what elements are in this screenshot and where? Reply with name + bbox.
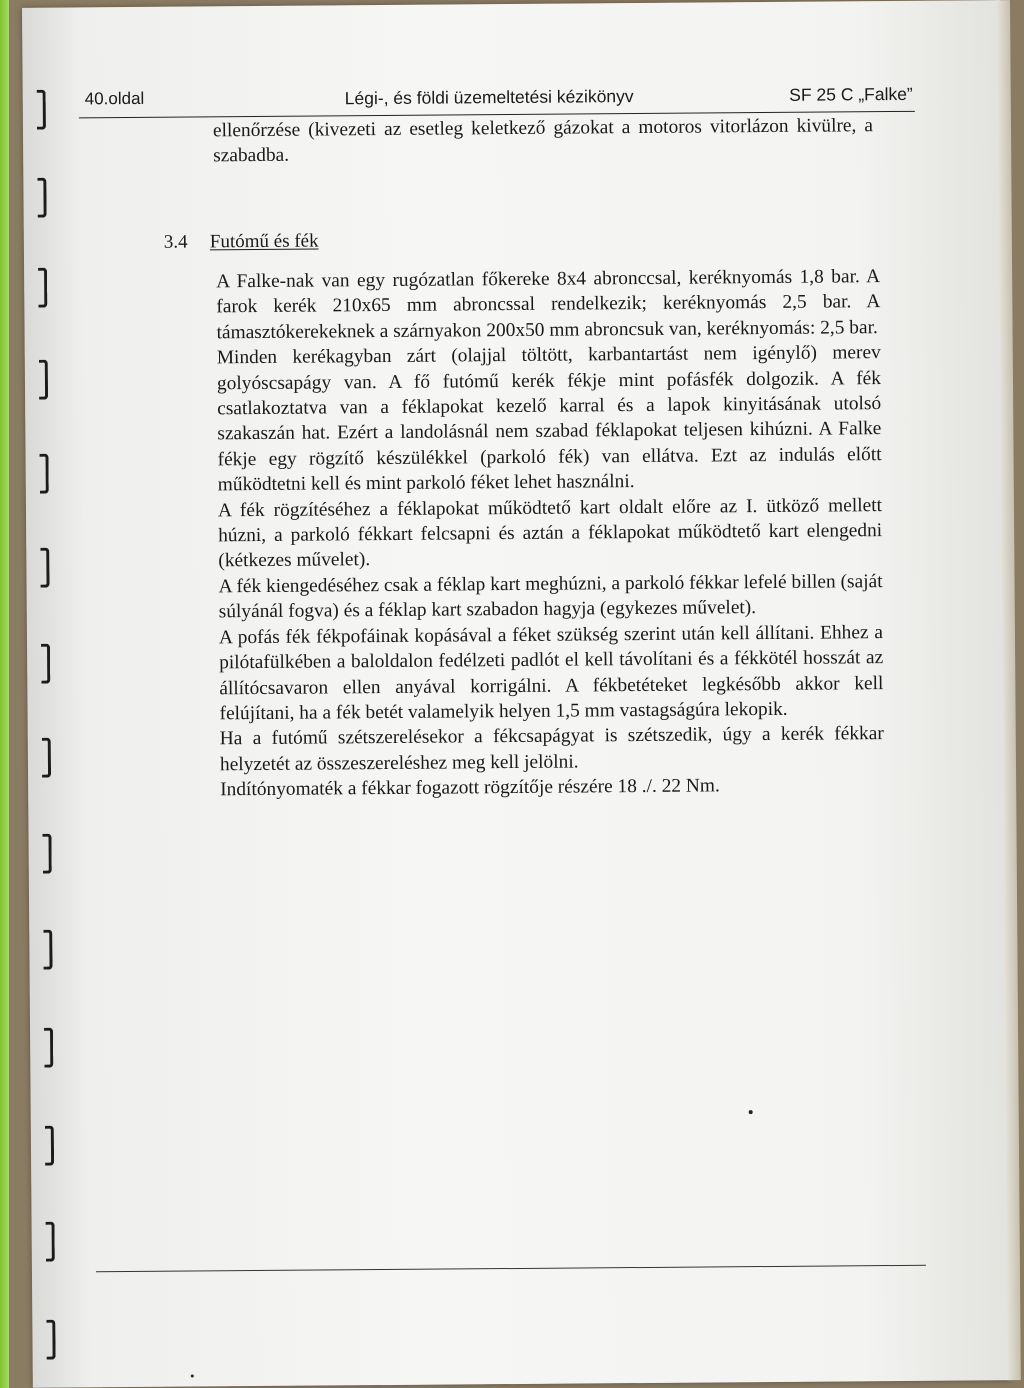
page-number: 40.oldal xyxy=(84,88,145,109)
page-header xyxy=(79,81,915,119)
footer-rule xyxy=(96,1265,926,1273)
binder-ring xyxy=(38,268,47,308)
binder-ring xyxy=(46,1222,55,1262)
paragraph-brake-adjust: A pofás fék fékpofáinak kopásával a féket szükség szerint után kell állítani. Ehhez a pilótafülkében a baloldalon fedélzeti padlót el kell távolítani és a fékkötél hosszát az állítócsavaron ellen anyával korrigálni. A fékbetéteket legkésőbb akkor kell felújítani, ha a fék betét valamelyik helyen 1,5 mm vastagságúra lekopik. xyxy=(218,621,884,725)
green-background-edge xyxy=(0,0,9,1388)
binder-ring xyxy=(44,1028,53,1068)
ink-speck xyxy=(191,1375,194,1378)
binder-ring xyxy=(45,1126,54,1166)
paragraph-brake-engage: A fék rögzítéséhez a féklapokat működtető kart oldalt előre az I. ütköző mellett húzni, a parkoló fékkart felcsapni és aztán a féklapokat működtető kart elengedni (kétkezes művelet). xyxy=(217,494,883,572)
paragraph-tires: A Falke-nak van egy rugózatlan főkereke 8x4 abronccsal, keréknyomás 1,8 bar. A farok kerék 210x65 mm abroncssal rendelkezik; keréknyomás 2,5 bar. A támasztókerekeknek a szárnyakon 200x50 mm abroncsuk van, keréknyomás: 2,5 bar. xyxy=(216,266,881,344)
binder-ring xyxy=(37,178,46,218)
binder-ring xyxy=(39,360,48,400)
document-page xyxy=(22,0,1011,1388)
binder-ring xyxy=(43,834,52,874)
binder-ring xyxy=(40,548,49,588)
ink-speck xyxy=(749,1110,753,1114)
section-heading xyxy=(164,231,319,254)
aircraft-model: SF 25 C „Falke” xyxy=(789,83,913,105)
paragraph-torque: Indítónyomaték a fékkar fogazott rögzítője részére 18 ./. 22 Nm. xyxy=(220,775,720,801)
binder-ring xyxy=(40,454,49,494)
binder-ring xyxy=(43,930,52,970)
page-stack-edge xyxy=(996,0,1021,1380)
binder-ring xyxy=(42,738,51,778)
binder-ring xyxy=(37,90,46,130)
binder-ring xyxy=(46,1320,55,1360)
intro-paragraph: ellenőrzése (kivezeti az esetleg keletkező gázokat a motoros vitorlázon kivülre, a szabadba. xyxy=(212,115,874,167)
paragraph-disassembly: Ha a futómű szétszerelésekor a fékcsapágyat is szétszedik, úgy a kerék fékkar helyzetét az összeszereléshez meg kell jelölni. xyxy=(219,723,884,776)
section-title: Futómű és fék xyxy=(209,230,319,253)
paragraph-bearings-brake: Minden kerékagyban zárt (olajjal töltött, karbantartást nem igénylő) merev golyóscsapágy van. A fő futómű kerék fékje mint pofásfék dolgozik. A fék csatlakoztatva van a féklapokat kezelő karral és a lapok kinyitásának utolsó szakaszán hat. Ezért a landolásnál nem szabad féklapokat teljesen kihúzni. A Falke fékje egy rögzítő készülékkel (parkoló fék) van ellátva. Ezt az indulás előtt működtetni kell és mint parkoló féket lehet használni. xyxy=(216,342,882,496)
paragraph-brake-release: A fék kiengedéséhez csak a féklap kart meghúzni, a parkoló fékkar lefelé billen (saját súlyánál fogva) és a féklap kart szabadon hagyja (egykezes művelet). xyxy=(218,570,883,623)
binder-ring xyxy=(41,644,50,684)
section-body xyxy=(216,264,884,803)
section-number: 3.4 xyxy=(163,231,188,253)
manual-title: Légi-, és földi üzemeltetési kézikönyv xyxy=(344,86,634,109)
